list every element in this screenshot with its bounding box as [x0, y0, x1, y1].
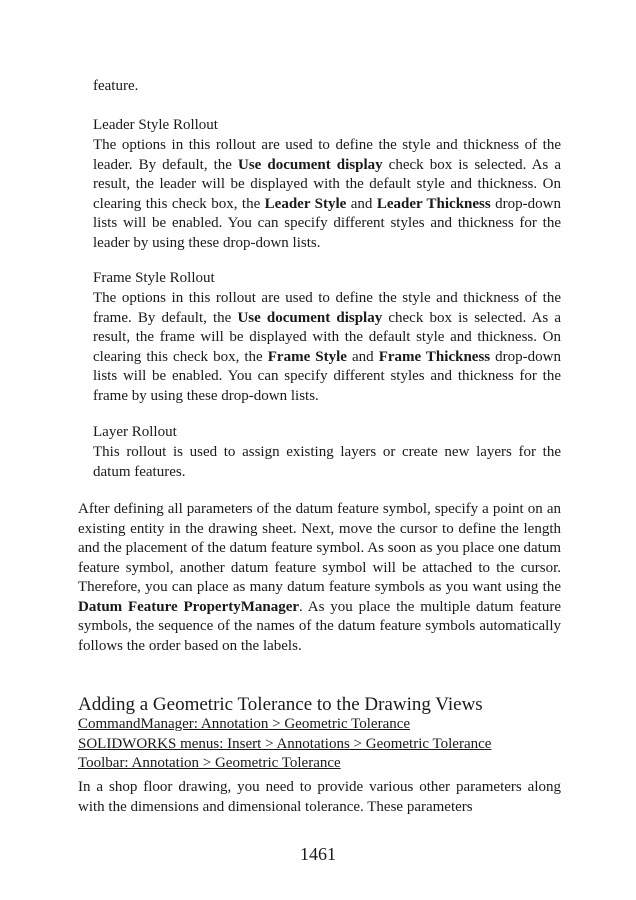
menu-path-solidworks-menus: SOLIDWORKS menus: Insert > Annotations > Geometric Tolerance	[78, 736, 492, 752]
section-body-layer: This rollout is used to assign existing layers or create new layers for the datum features.	[93, 444, 561, 480]
menu-path-commandmanager: CommandManager: Annotation > Geometric Tolerance	[78, 716, 411, 732]
section-body-frame-style: The options in this rollout are used to define the style and thickness of the frame. By default, the Use document display check box is selected. As a result, the frame will be displayed with the default style and thickness. On clearing this check box, the Frame Style and Frame Thickness drop-down lists will be enabled. You can specify different styles and thickness for the frame by using these drop-down lists.	[93, 290, 561, 404]
page-number: 1461	[300, 844, 336, 864]
main-paragraph: After defining all parameters of the datum feature symbol, specify a point on an existing entity in the drawing sheet. Next, move the cursor to define the length and the placement of the datum feature symbol. As soon as you place one datum feature symbol, another datum feature symbol will be attached to the cursor. Therefore, you can place as many datum feature symbols as you want using the Datum Feature PropertyManager. As you place the multiple datum feature symbols, the sequence of the names of the datum feature symbols automatically follows the order based on the labels.	[78, 501, 561, 654]
top-fragment: feature.	[93, 78, 139, 94]
section-heading: Adding a Geometric Tolerance to the Drawing Views	[78, 694, 483, 715]
section-title-leader-style: Leader Style Rollout	[93, 117, 218, 133]
final-paragraph: In a shop floor drawing, you need to provide various other parameters along with the dimensions and dimensional tolerance. These parameters	[78, 779, 561, 815]
section-body-leader-style: The options in this rollout are used to define the style and thickness of the leader. By default, the Use document display check box is selected. As a result, the leader will be displayed with the default style and thickness. On clearing this check box, the Leader Style and Leader Thickness drop-down lists will be enabled. You can specify different styles and thickness for the leader by using these drop-down lists.	[93, 137, 561, 251]
section-title-layer: Layer Rollout	[93, 424, 177, 440]
menu-path-toolbar: Toolbar: Annotation > Geometric Tolerance	[78, 755, 341, 771]
section-title-frame-style: Frame Style Rollout	[93, 270, 215, 286]
